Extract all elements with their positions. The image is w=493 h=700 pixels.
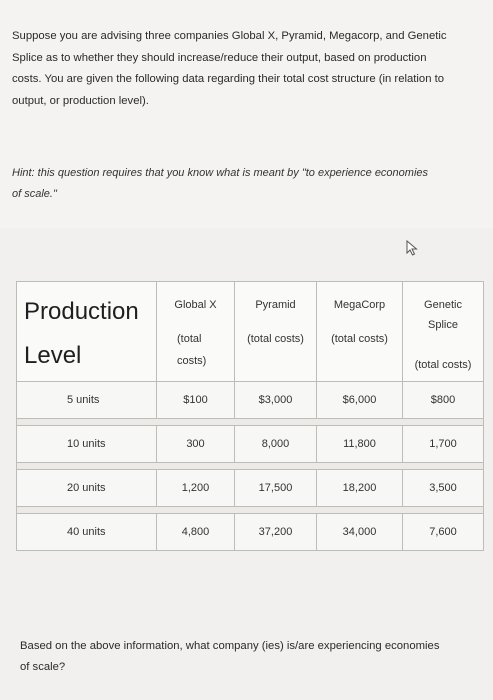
- value-cell: 1,200: [157, 470, 235, 507]
- column-sub-line: (total: [177, 333, 202, 345]
- value-cell: 17,500: [235, 470, 317, 507]
- table-row: [17, 470, 484, 507]
- question-panel: [0, 0, 493, 228]
- question-text: [12, 26, 482, 112]
- cost-table: [16, 281, 484, 551]
- question-line: Splice as to whether they should increase/reduce their output, based on production: [12, 51, 427, 64]
- column-header-genetic-splice: [403, 282, 484, 382]
- row-separator: [17, 507, 484, 514]
- column-sub-line: costs): [177, 355, 207, 367]
- level-cell: 20 units: [17, 470, 157, 507]
- column-sub: [157, 329, 234, 371]
- column-header-megacorp: [317, 282, 403, 382]
- column-header-global-x: [157, 282, 235, 382]
- hint-text: [12, 163, 482, 205]
- column-sub: (total costs): [414, 359, 472, 371]
- bottom-question-text: [20, 636, 480, 678]
- question-line: costs. You are given the following data regarding their total cost structure (in relation to: [12, 73, 445, 85]
- bottom-question-line: Based on the above information, what company (ies) is/are experiencing economies: [20, 640, 440, 652]
- value-cell: 18,200: [317, 470, 403, 507]
- column-name: Global X: [174, 299, 217, 311]
- level-cell: 5 units: [17, 382, 157, 419]
- value-cell: 4,800: [157, 514, 235, 551]
- level-cell: 10 units: [17, 426, 157, 463]
- header-line: Level: [24, 342, 82, 369]
- row-separator: [17, 419, 484, 426]
- column-name: Genetic Splice: [424, 299, 462, 331]
- question-line: Suppose you are advising three companies Global X, Pyramid, Megacorp, and Genetic: [12, 30, 447, 42]
- column-name: MegaCorp: [333, 299, 386, 311]
- value-cell: 37,200: [235, 514, 317, 551]
- hint-line: Hint: this question requires that you know what is meant by "to experience economies: [12, 167, 429, 179]
- value-cell: 11,800: [317, 426, 403, 463]
- header-line: Production: [24, 298, 139, 325]
- column-name: Pyramid: [255, 299, 296, 311]
- table-header-row: [17, 282, 484, 382]
- value-cell: $100: [157, 382, 235, 419]
- value-cell: 300: [157, 426, 235, 463]
- table-row: [17, 382, 484, 419]
- mouse-pointer-icon: [404, 240, 420, 256]
- value-cell: $3,000: [235, 382, 317, 419]
- value-cell: 3,500: [403, 470, 484, 507]
- bottom-question-line: of scale?: [20, 661, 66, 673]
- value-cell: $800: [403, 382, 484, 419]
- level-cell: 40 units: [17, 514, 157, 551]
- value-cell: 7,600: [403, 514, 484, 551]
- table-row: [17, 514, 484, 551]
- value-cell: 8,000: [235, 426, 317, 463]
- question-line: output, or production level).: [12, 94, 149, 107]
- value-cell: 34,000: [317, 514, 403, 551]
- column-sub: (total costs): [247, 333, 304, 345]
- hint-line: of scale.": [12, 188, 57, 200]
- column-header-pyramid: [235, 282, 317, 382]
- production-level-header: [17, 282, 157, 382]
- value-cell: $6,000: [317, 382, 403, 419]
- value-cell: 1,700: [403, 426, 484, 463]
- column-sub: (total costs): [331, 333, 388, 345]
- row-separator: [17, 463, 484, 470]
- table-row: [17, 426, 484, 463]
